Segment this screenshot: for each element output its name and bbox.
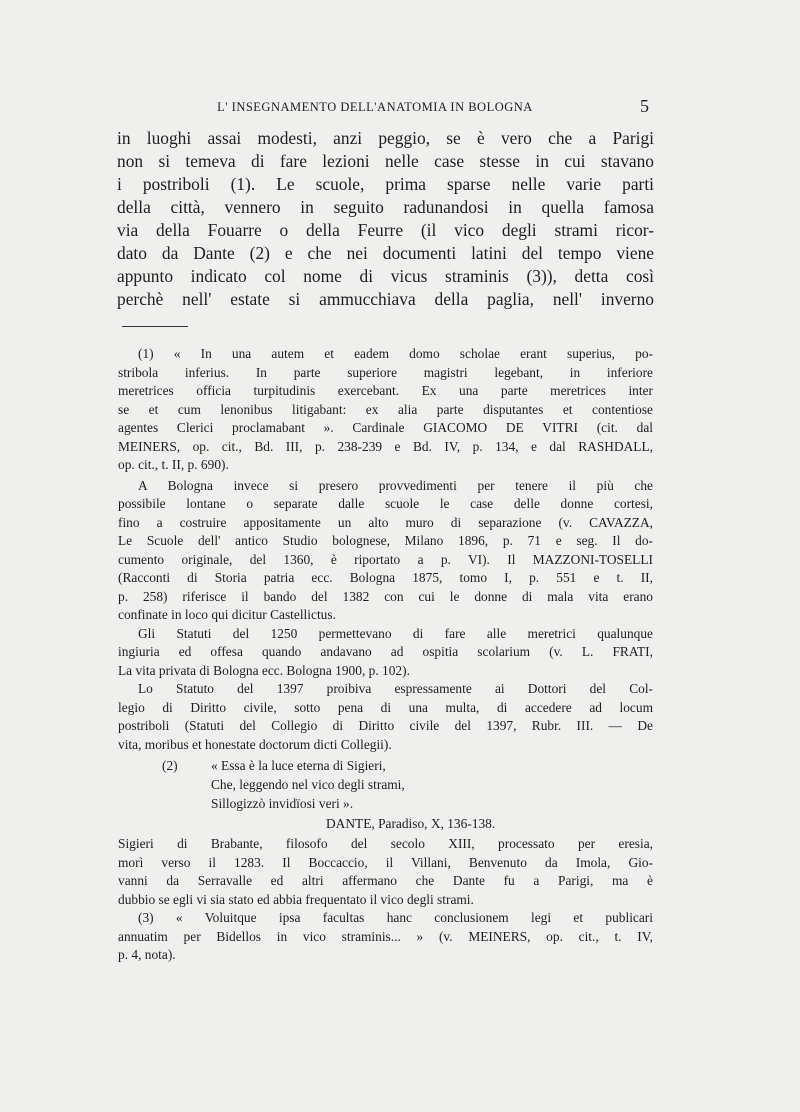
note-line: (3) « Voluitque ipsa facultas hanc conclusionem legi et publicari	[138, 910, 653, 925]
note-line: op. cit., t. II, p. 690).	[118, 457, 229, 472]
note-line: Lo Statuto del 1397 proibiva espressamente ai Dottori del Col-	[138, 681, 653, 696]
footnote-separator	[122, 326, 188, 327]
note-line: se et cum lenonibus litigabant: ex alia parte disputantes et contentiose	[118, 401, 653, 417]
note-line: morì verso il 1283. Il Boccaccio, il Villani, Benvenuto da Imola, Gio-	[118, 854, 653, 870]
footnote-1	[118, 345, 653, 754]
footnote-3	[118, 909, 653, 965]
text-line: della città, vennero in seguito radunandosi in quella famosa	[117, 197, 654, 217]
note-line: cumento originale, del 1360, è riportato a p. VI). Il MAZZONI-TOSELLI	[118, 551, 653, 567]
note-line: La vita privata di Bologna ecc. Bologna 1900, p. 102).	[118, 662, 410, 678]
note-line: postriboli (Statuti del Collegio di Diritto civile del 1397, Rubr. III. — De	[118, 718, 653, 733]
verse-text: Che, leggendo nel vico degli strami,	[211, 777, 405, 792]
note-line: Sigieri di Brabante, filosofo del secolo XIII, processato per eresia,	[118, 836, 653, 851]
note-line: p. 258) riferisce il bando del 1382 con cui le donne di mala vita erano	[118, 588, 653, 604]
page-number: 5	[640, 96, 649, 116]
note-line: ingiuria ed offesa quando andavano ad ospitia scolarium (v. L. FRATI,	[118, 644, 653, 659]
text-line: via della Fouarre o della Feurre (il vico degli strami ricor-	[117, 220, 654, 240]
text-line: non si temeva di fare lezioni nelle case stesse in cui stavano	[117, 151, 654, 171]
main-text	[117, 127, 654, 311]
footnote-marker: (2)	[162, 758, 178, 773]
verse-line	[118, 775, 653, 794]
note-line: vita, moribus et honestate doctorum dicti Collegii).	[118, 736, 392, 752]
note-line: MEINERS, op. cit., Bd. III, p. 238-239 e Bd. IV, p. 134, e dal RASHDALL,	[118, 438, 653, 454]
text-line: i postriboli (1). Le scuole, prima sparse nelle varie parti	[117, 174, 654, 194]
note-line: (1) « In una autem et eadem domo scholae erant superius, po-	[138, 346, 653, 361]
text-line: in luoghi assai modesti, anzi peggio, se è vero che a Parigi	[117, 128, 654, 148]
footnotes	[118, 345, 653, 965]
footnote-2	[118, 756, 653, 909]
note-line: stribola inferius. In parte superiore magistri legebant, in inferiore	[118, 364, 653, 380]
note-line: legio di Diritto civile, sotto pena di una multa, di accedere ad locum	[118, 699, 653, 715]
note-line: annuatim per Bidellos in vico straminis... » (v. MEINERS, op. cit., t. IV,	[118, 928, 653, 944]
note-line: fino a costruire appositamente un alto muro di separazione (v. CAVAZZA,	[118, 514, 653, 530]
note-line: vanni da Serravalle ed altri affermano che Dante fu a Parigi, ma è	[118, 873, 653, 888]
note-line: A Bologna invece si presero provvedimenti per tenere il più che	[138, 477, 653, 493]
note-line: dubbio se egli vi sia stato ed abbia frequentato il vico degli strami.	[118, 891, 474, 907]
verse-line	[118, 756, 653, 775]
verse-line	[118, 794, 653, 813]
text-line: appunto indicato col nome di vicus straminis (3)), detta così	[117, 266, 654, 286]
text-line: perchè nell' estate si ammucchiava della paglia, nell' inverno	[117, 289, 654, 309]
verse-text: « Essa è la luce eterna di Sigieri,	[211, 758, 386, 773]
note-line: meretrices officia turpitudinis exercebant. Ex una parte meretrices inter	[118, 383, 653, 398]
note-line: (Racconti di Storia patria ecc. Bologna 1875, tomo I, p. 551 e t. II,	[118, 570, 653, 585]
text-line: dato da Dante (2) e che nei documenti latini del tempo viene	[117, 243, 654, 263]
attribution-text: DANTE, Paradiso, X, 136-138.	[326, 816, 496, 831]
note-line: Le Scuole dell' antico Studio bolognese, Milano 1896, p. 71 e seg. Il do-	[118, 533, 653, 548]
verse-text: Sillogizzò invidïosi veri ».	[211, 796, 354, 811]
note-line: p. 4, nota).	[118, 947, 176, 962]
note-line: possibile lontane o separate dalle scuole le case delle donne cortesi,	[118, 496, 653, 511]
note-line: agentes Clerici proclamabant ». Cardinale GIACOMO DE VITRI (cit. dal	[118, 420, 653, 435]
verse-attribution	[118, 813, 653, 835]
note-line: confinate in loco qui dicitur Castellictus.	[118, 607, 336, 622]
running-title: L' INSEGNAMENTO DELL'ANATOMIA IN BOLOGNA	[217, 100, 533, 114]
note-line: Gli Statuti del 1250 permettevano di fare alle meretrici qualunque	[138, 625, 653, 641]
